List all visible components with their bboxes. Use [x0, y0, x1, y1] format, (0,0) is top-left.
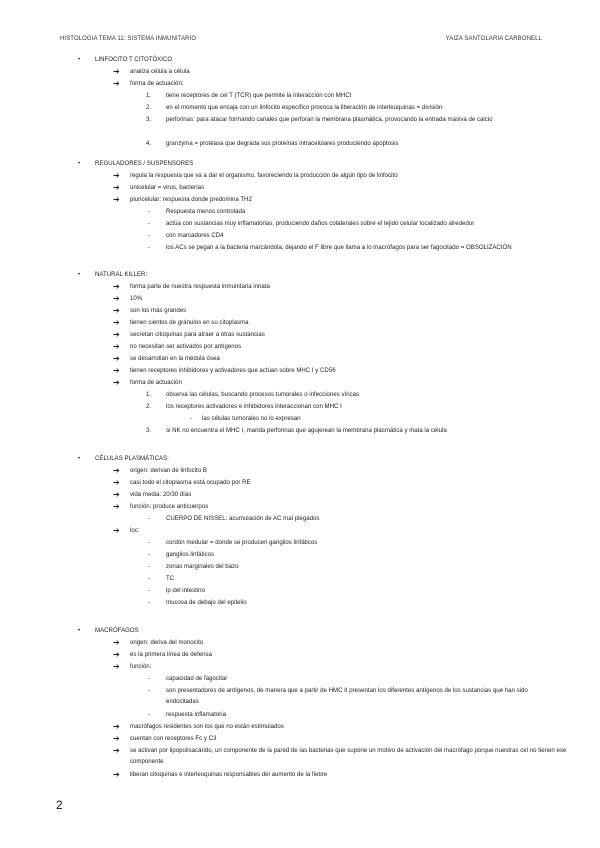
dash-marker: -	[148, 232, 151, 239]
list-item	[0, 649, 600, 661]
list-item-text: regula la respuesta que va a dar el organismo, favoreciendo la producción de algún tipo de linfocito	[130, 172, 398, 179]
dash-marker: -	[148, 244, 151, 251]
list-item-text: vida media: 20/30 días	[130, 491, 192, 498]
list-item-text: analiza célula a célula	[130, 68, 190, 75]
list-item-text: capacidad de fagocitar	[166, 675, 228, 682]
list-item	[0, 341, 600, 353]
list-item-text: los receptores activadores e inhibidores interaccionan con MHC I	[166, 403, 342, 410]
number-marker: 1.	[146, 391, 152, 398]
list-item-text: cordón medular = donde se producen ganglios linfáticos	[166, 539, 318, 546]
section-title-text: MACRÓFAGOS	[95, 627, 139, 634]
list-item	[0, 513, 600, 525]
header-left: HISTOLOGIA TEMA 11: SISTEMA INMUNITARIO	[60, 36, 197, 42]
list-item-text: macrófagos residentes son los que no están estimulados	[130, 723, 284, 730]
list-item	[0, 78, 600, 90]
list-item-text: forma de actuación	[130, 379, 182, 386]
list-item-text: secretan citoquinas para atraer a otras sustancias	[130, 331, 265, 338]
list-item	[0, 537, 600, 549]
arrow-marker: ➔	[113, 67, 120, 76]
list-item-text: zonas marginales del bazo	[166, 563, 239, 570]
number-marker: 3.	[146, 427, 152, 434]
arrow-marker: ➔	[113, 662, 120, 671]
section	[0, 158, 600, 266]
list-item-text: casi todo el citoplasma está ocupado por RE	[130, 479, 251, 486]
section-title-text: LINFOCITO T CITOTÓXICO	[95, 56, 173, 63]
number-marker: 2.	[146, 403, 152, 410]
section	[0, 54, 600, 150]
list-item-text: si NK no encuentra el MHC I, manda perforinas que agujerean la membrana plasmática y mata la célula	[166, 427, 447, 434]
dash-marker: -	[148, 551, 151, 558]
list-item	[0, 685, 600, 709]
arrow-marker: ➔	[113, 195, 120, 204]
list-item	[0, 637, 600, 649]
list-item-text: CUERPO DE NISSEL: acumulación de AC mal plegados	[166, 515, 320, 522]
list-item	[0, 377, 600, 389]
list-item	[0, 281, 600, 293]
list-item-text: origen: derivan de linfocito B	[130, 467, 207, 474]
list-item	[0, 242, 600, 266]
number-marker: 3.	[146, 116, 152, 123]
dash-marker: -	[148, 675, 151, 682]
list-item	[0, 597, 600, 609]
dash-marker: -	[148, 515, 151, 522]
list-item	[0, 389, 600, 401]
number-marker: 4.	[146, 140, 152, 147]
dash-marker: -	[148, 687, 151, 694]
list-item-text: es la primera línea de defensa	[130, 651, 212, 658]
arrow-marker: ➔	[113, 366, 120, 375]
bullet-marker: •	[78, 57, 81, 63]
list-item-text: las células tumorales no lo expresan	[202, 415, 301, 422]
arrow-marker: ➔	[113, 354, 120, 363]
list-item-text: lp del intestino	[166, 587, 205, 594]
arrow-marker: ➔	[113, 79, 120, 88]
list-item	[0, 66, 600, 78]
list-item-text: son presentadores de antígenos, de manera que a partir de HMC II presentan los diferentes antígenos de los sustancias que han sido endocitadas	[166, 687, 528, 705]
section	[0, 625, 600, 781]
list-item	[0, 425, 600, 437]
list-item-text: ganglios linfáticos	[166, 551, 215, 558]
section-title-text: REGULADORES / SUSPENSORES	[95, 160, 194, 167]
page-number: 2	[56, 798, 63, 812]
list-item-text: liberan citoquinas e interleuquinas responsables del aumento de la fiebre	[130, 771, 328, 778]
arrow-marker: ➔	[113, 638, 120, 647]
list-item-text: observa las células, buscando procesos tumorales o infecciones víricas	[166, 391, 360, 398]
arrow-marker: ➔	[113, 183, 120, 192]
list-item	[0, 218, 600, 230]
list-item-text: forma parte de nuestra respuesta inmunitaria innata	[130, 283, 270, 290]
dash-marker: -	[148, 208, 151, 215]
list-item	[0, 102, 600, 114]
list-item-text: tienen cientos de gránulos en su citoplasma	[130, 319, 249, 326]
section-title	[0, 54, 600, 66]
section-title	[0, 269, 600, 281]
arrow-marker: ➔	[113, 466, 120, 475]
list-item-text: se activan por lipopolisacárido, un componente de la pared de las bacterias que supone un motivo de activación del macrófago porque nuestras cel no tienen ese componente	[130, 747, 567, 765]
dash-marker: -	[148, 563, 151, 570]
dash-marker: -	[148, 539, 151, 546]
arrow-marker: ➔	[113, 330, 120, 339]
list-item	[0, 721, 600, 733]
bullet-marker: •	[78, 628, 81, 634]
bullet-marker: •	[78, 456, 81, 462]
dash-marker: -	[148, 587, 151, 594]
section	[0, 453, 600, 609]
arrow-marker: ➔	[113, 746, 120, 755]
list-item	[0, 305, 600, 317]
dash-marker: -	[148, 575, 151, 582]
dash-marker: -	[190, 415, 193, 422]
section-title	[0, 453, 600, 465]
list-item	[0, 489, 600, 501]
list-item	[0, 465, 600, 477]
list-item-text: 10%	[130, 295, 143, 302]
dash-marker: -	[148, 220, 151, 227]
dash-marker: -	[148, 711, 151, 718]
list-item	[0, 661, 600, 673]
list-item-text: unicelular = virus, bacterias	[130, 184, 205, 191]
list-item	[0, 549, 600, 561]
arrow-marker: ➔	[113, 171, 120, 180]
list-item	[0, 769, 600, 781]
list-item	[0, 401, 600, 413]
list-item-text: función:	[130, 663, 152, 670]
list-item	[0, 525, 600, 537]
list-item-text: granzyma = proteasa que degrada sus proteínas intracelulares produciendo apoptosis	[166, 140, 399, 147]
arrow-marker: ➔	[113, 490, 120, 499]
section-title	[0, 625, 600, 637]
list-item-text: no necesitan ser activados por antígenos	[130, 343, 242, 350]
list-item-text: loc:	[130, 527, 140, 534]
list-item	[0, 353, 600, 365]
list-item-text: Respuesta menos controlada	[166, 208, 246, 215]
arrow-marker: ➔	[113, 722, 120, 731]
arrow-marker: ➔	[113, 306, 120, 315]
list-item-text: forma de actuación:	[130, 80, 184, 87]
list-item	[0, 733, 600, 745]
arrow-marker: ➔	[113, 650, 120, 659]
arrow-marker: ➔	[113, 378, 120, 387]
arrow-marker: ➔	[113, 734, 120, 743]
arrow-marker: ➔	[113, 770, 120, 779]
list-item-text: con marcadores CD4	[166, 232, 224, 239]
list-item-text: son los más grandes	[130, 307, 187, 314]
list-item	[0, 114, 600, 138]
list-item-text: tiene receptores de cel T (TCR) que permite la interacción con MHCI	[166, 92, 352, 99]
list-item	[0, 413, 600, 425]
arrow-marker: ➔	[113, 294, 120, 303]
arrow-marker: ➔	[113, 282, 120, 291]
list-item	[0, 293, 600, 305]
list-item-text: se desarrollan en la médula ósea	[130, 355, 220, 362]
list-item	[0, 365, 600, 377]
number-marker: 1.	[146, 92, 152, 99]
bullet-marker: •	[78, 272, 81, 278]
list-item	[0, 501, 600, 513]
list-item	[0, 138, 600, 150]
list-item	[0, 329, 600, 341]
section	[0, 269, 600, 437]
list-item	[0, 561, 600, 573]
section-title-text: CÉLULAS PLASMÁTICAS:	[95, 455, 169, 462]
list-item	[0, 573, 600, 585]
list-item	[0, 673, 600, 685]
list-item	[0, 182, 600, 194]
arrow-marker: ➔	[113, 502, 120, 511]
arrow-marker: ➔	[113, 342, 120, 351]
list-item-text: respuesta inflamatoria	[166, 711, 226, 718]
section-title-text: NATURAL KILLER:	[95, 271, 148, 278]
list-item-text: perforinas: para atacar formando canales que perforan la membrana plasmática, provocando la entrada masiva de calcio	[166, 116, 493, 123]
list-item-text: TC	[166, 575, 175, 582]
arrow-marker: ➔	[113, 526, 120, 535]
list-item	[0, 230, 600, 242]
list-item	[0, 170, 600, 182]
arrow-marker: ➔	[113, 478, 120, 487]
list-item-text: origen: deriva del monocito	[130, 639, 204, 646]
list-item	[0, 206, 600, 218]
list-item-text: pluricelular: respuesta donde predomina TH2	[130, 196, 252, 203]
list-item-text: cuentan con receptores Fc y C3	[130, 735, 217, 742]
list-item-text: tienen receptores inhibidores y activadores que actúan sobre MHC I y CD56	[130, 367, 336, 374]
list-item	[0, 745, 600, 769]
list-item	[0, 317, 600, 329]
list-item-text: los ACs se pegan a la bacteria marcándola, dejando el F libre que llama a lo macrófagos para ser fagocitado = OBSOLIZACIÓN	[166, 244, 512, 251]
list-item-text: función: produce anticuerpos	[130, 503, 209, 510]
document-body	[0, 54, 600, 781]
list-item	[0, 194, 600, 206]
arrow-marker: ➔	[113, 318, 120, 327]
number-marker: 2.	[146, 104, 152, 111]
dash-marker: -	[148, 599, 151, 606]
list-item-text: mucosa de debajo del epitelio	[166, 599, 247, 606]
list-item-text: en el momento que encaja con un linfocito específico provoca la liberación de interleuquinas = división	[166, 104, 443, 111]
list-item-text: actúa con sustancias muy inflamatorias, produciendo daños colaterales sobre el tejido celular localizado alrededor	[166, 220, 475, 227]
list-item	[0, 585, 600, 597]
section-title	[0, 158, 600, 170]
bullet-marker: •	[78, 161, 81, 167]
list-item	[0, 709, 600, 721]
list-item	[0, 477, 600, 489]
header-right: YAIZA SANTOLARIA CARBONELL	[445, 36, 542, 42]
list-item	[0, 90, 600, 102]
